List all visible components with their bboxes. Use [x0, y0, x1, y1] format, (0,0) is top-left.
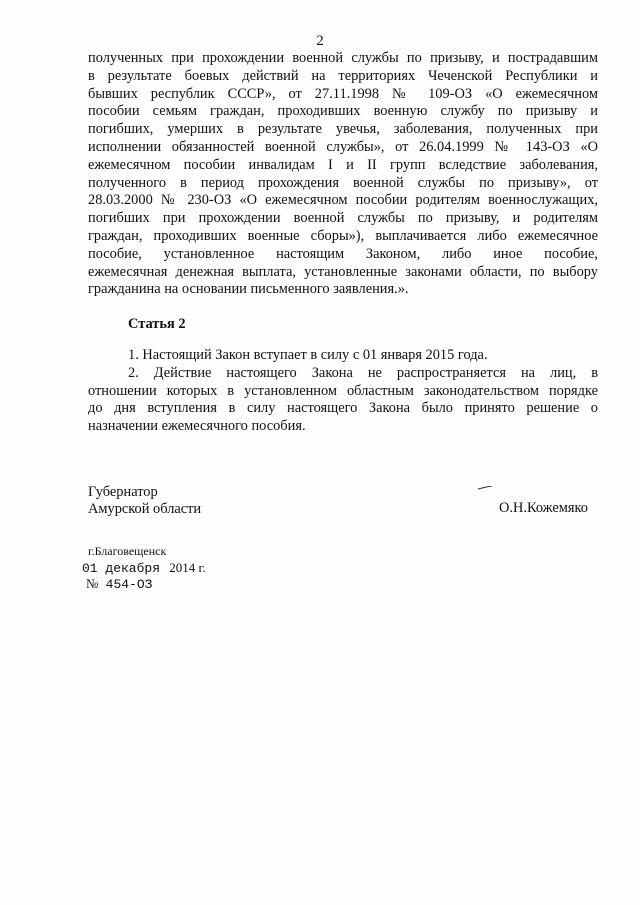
article-heading: Статья 2 — [128, 316, 186, 332]
text-line: 28.03.2000 № 230-ОЗ «О ежемесячном пособии родителям военнослужащих, — [88, 192, 598, 209]
text-line: пособии семьям граждан, проходивших военную службу по призыву и — [88, 103, 598, 120]
article-item-1: 1. Настоящий Закон вступает в силу с 01 января 2015 года. — [128, 347, 488, 363]
signer-name: О.Н.Кожемяко — [498, 500, 588, 516]
text-line: граждан, проходивших военные сборы»), выплачивается либо ежемесячное — [88, 227, 598, 244]
text-line: исполнении обязанностей военной службы», от 26.04.1999 № 143-ОЗ «О — [88, 138, 598, 155]
continuation-paragraph — [88, 50, 598, 299]
governor-region-line: Амурской области — [88, 501, 202, 517]
text-line: до дня вступления в силу настоящего Закона было принято решение о — [88, 400, 598, 417]
article-item-2: 2. Действие настоящего Закона не распространяется на лиц, в — [128, 364, 598, 381]
law-number-line — [86, 576, 152, 592]
law-number: 454-ОЗ — [105, 577, 153, 592]
text-line: в результате боевых действий на территориях Чеченской Республики и — [88, 67, 598, 84]
text-line: ежемесячная денежная выплата, установленные законами области, по выбору — [88, 263, 598, 280]
year: 2014 г. — [169, 560, 206, 575]
article-body — [88, 347, 598, 436]
signature-mark — [478, 486, 492, 490]
date-line — [82, 560, 206, 576]
text-line: гражданина на основании письменного заявления.». — [88, 281, 409, 298]
text-line: полученных при прохождении военной службы по призыву, и пострадавшим — [88, 50, 598, 66]
text-line: полученного в период прохождения военной службы по призыву», от — [88, 174, 598, 191]
text-line: отношении которых в установленном областным законодательством порядке — [88, 382, 598, 399]
text-line: пособие, установленное настоящим Законом, либо иное пособие, — [88, 245, 598, 262]
text-line: погибших, умерших в результате увечья, заболевания, полученных при — [88, 121, 598, 138]
date-stamp: 01 декабря — [82, 561, 161, 576]
governor-title — [88, 484, 201, 518]
text-line: ежемесячном пособии инвалидам I и II групп вследствие заболевания, — [88, 156, 598, 173]
page-number: 2 — [316, 33, 324, 49]
text-line: погибших при прохождении военной службы по призыву, и родителям — [88, 210, 598, 227]
text-line: бывших республик СССР», от 27.11.1998 № 109-ОЗ «О ежемесячном — [88, 85, 598, 102]
city: г.Благовещенск — [88, 544, 167, 558]
number-sign: № — [86, 576, 99, 591]
text-line: назначении ежемесячного пособия. — [88, 418, 306, 435]
governor-title-line: Губернатор — [88, 484, 158, 500]
